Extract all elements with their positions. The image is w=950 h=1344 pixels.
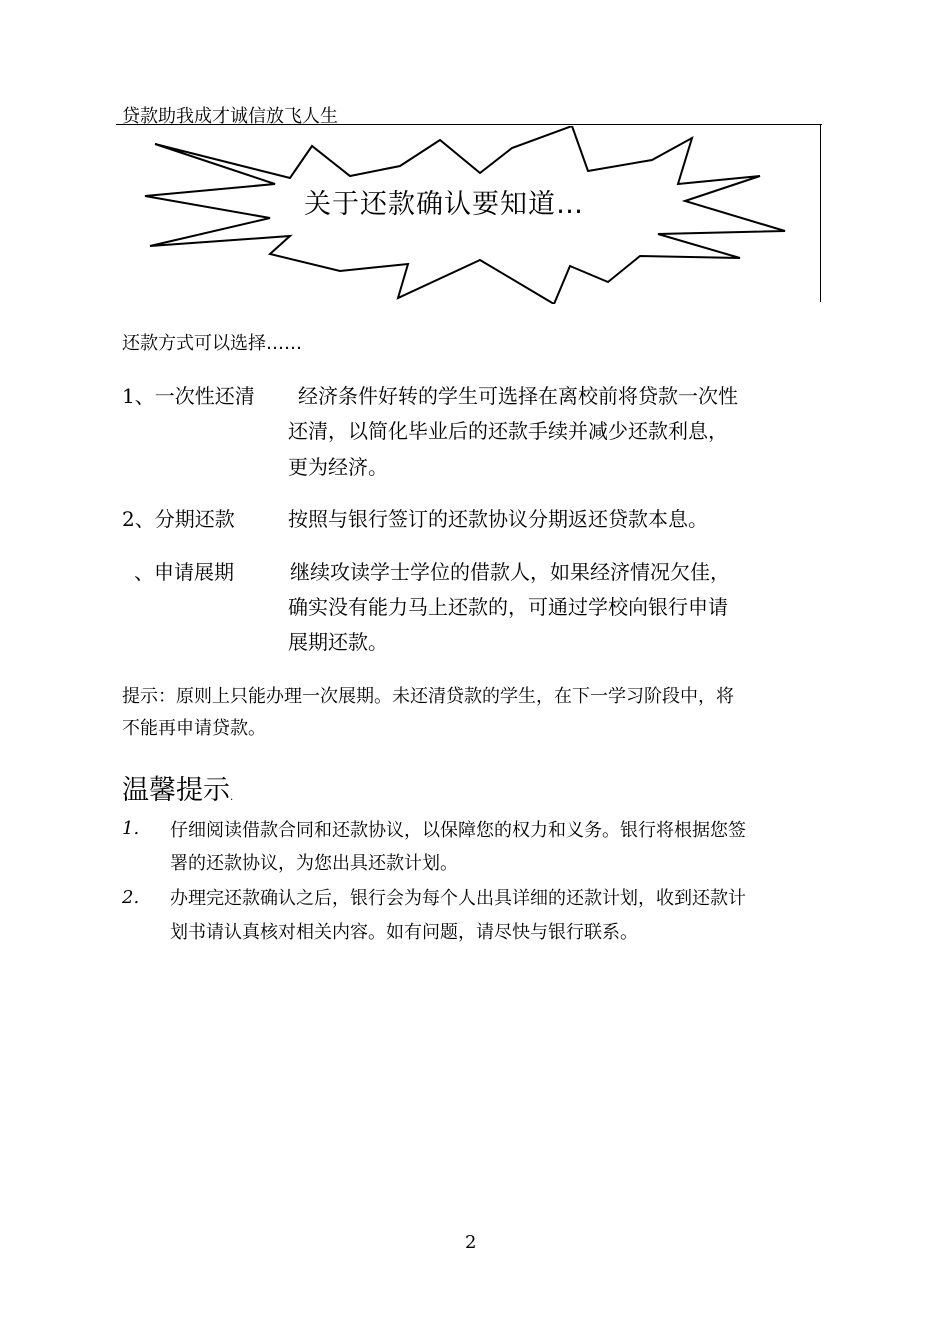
reminder-item-number: 2. (122, 887, 140, 908)
repayment-option-text: 按照与银行签订的还款协议分期返还贷款本息。 (288, 507, 708, 531)
tip-text: 提示：原则上只能办理一次展期。未还清贷款的学生，在下一学习阶段中，将 (122, 686, 734, 707)
reminder-item-text: 署的还款协议，为您出具还款计划。 (170, 853, 458, 874)
reminder-item-text: 办理完还款确认之后，银行会为每个人出具详细的还款计划，收到还款计 (170, 888, 746, 909)
reminder-item-number: 1. (122, 818, 140, 839)
repayment-section-heading: 还款方式可以选择…… (122, 333, 302, 354)
page-number: 2 (465, 1232, 477, 1253)
repayment-option-text: 还清，以简化毕业后的还款手续并减少还款利息， (288, 419, 728, 443)
running-header: 贷款助我成才诚信放飞人生 (122, 106, 338, 127)
repayment-option-label: 1、一次性还清 (122, 384, 255, 408)
reminder-item-text: 划书请认真核对相关内容。如有问题，请尽快与银行联系。 (170, 922, 638, 943)
tip-text: 不能再申请贷款。 (122, 718, 266, 739)
repayment-option-label: 2、分期还款 (122, 507, 235, 531)
header-vertical-rule (820, 124, 821, 302)
repayment-option-text: 经济条件好转的学生可选择在离校前将贷款一次性 (298, 384, 738, 408)
repayment-option-text: 继续攻读学士学位的借款人，如果经济情况欠佳， (290, 560, 730, 584)
repayment-option-text: 确实没有能力马上还款的，可通过学校向银行申请 (288, 595, 728, 619)
reminder-title: 温馨提示 (122, 775, 230, 806)
banner-title: 关于还款确认要知道… (304, 189, 584, 220)
header-rule (116, 124, 822, 125)
reminder-title-mark: . (230, 792, 234, 803)
repayment-option-label: 、申请展期 (134, 560, 234, 584)
repayment-option-text: 更为经济。 (288, 455, 388, 479)
repayment-option-text: 展期还款。 (288, 630, 388, 654)
reminder-item-text: 仔细阅读借款合同和还款协议，以保障您的权力和义务。银行将根据您签 (170, 820, 746, 841)
